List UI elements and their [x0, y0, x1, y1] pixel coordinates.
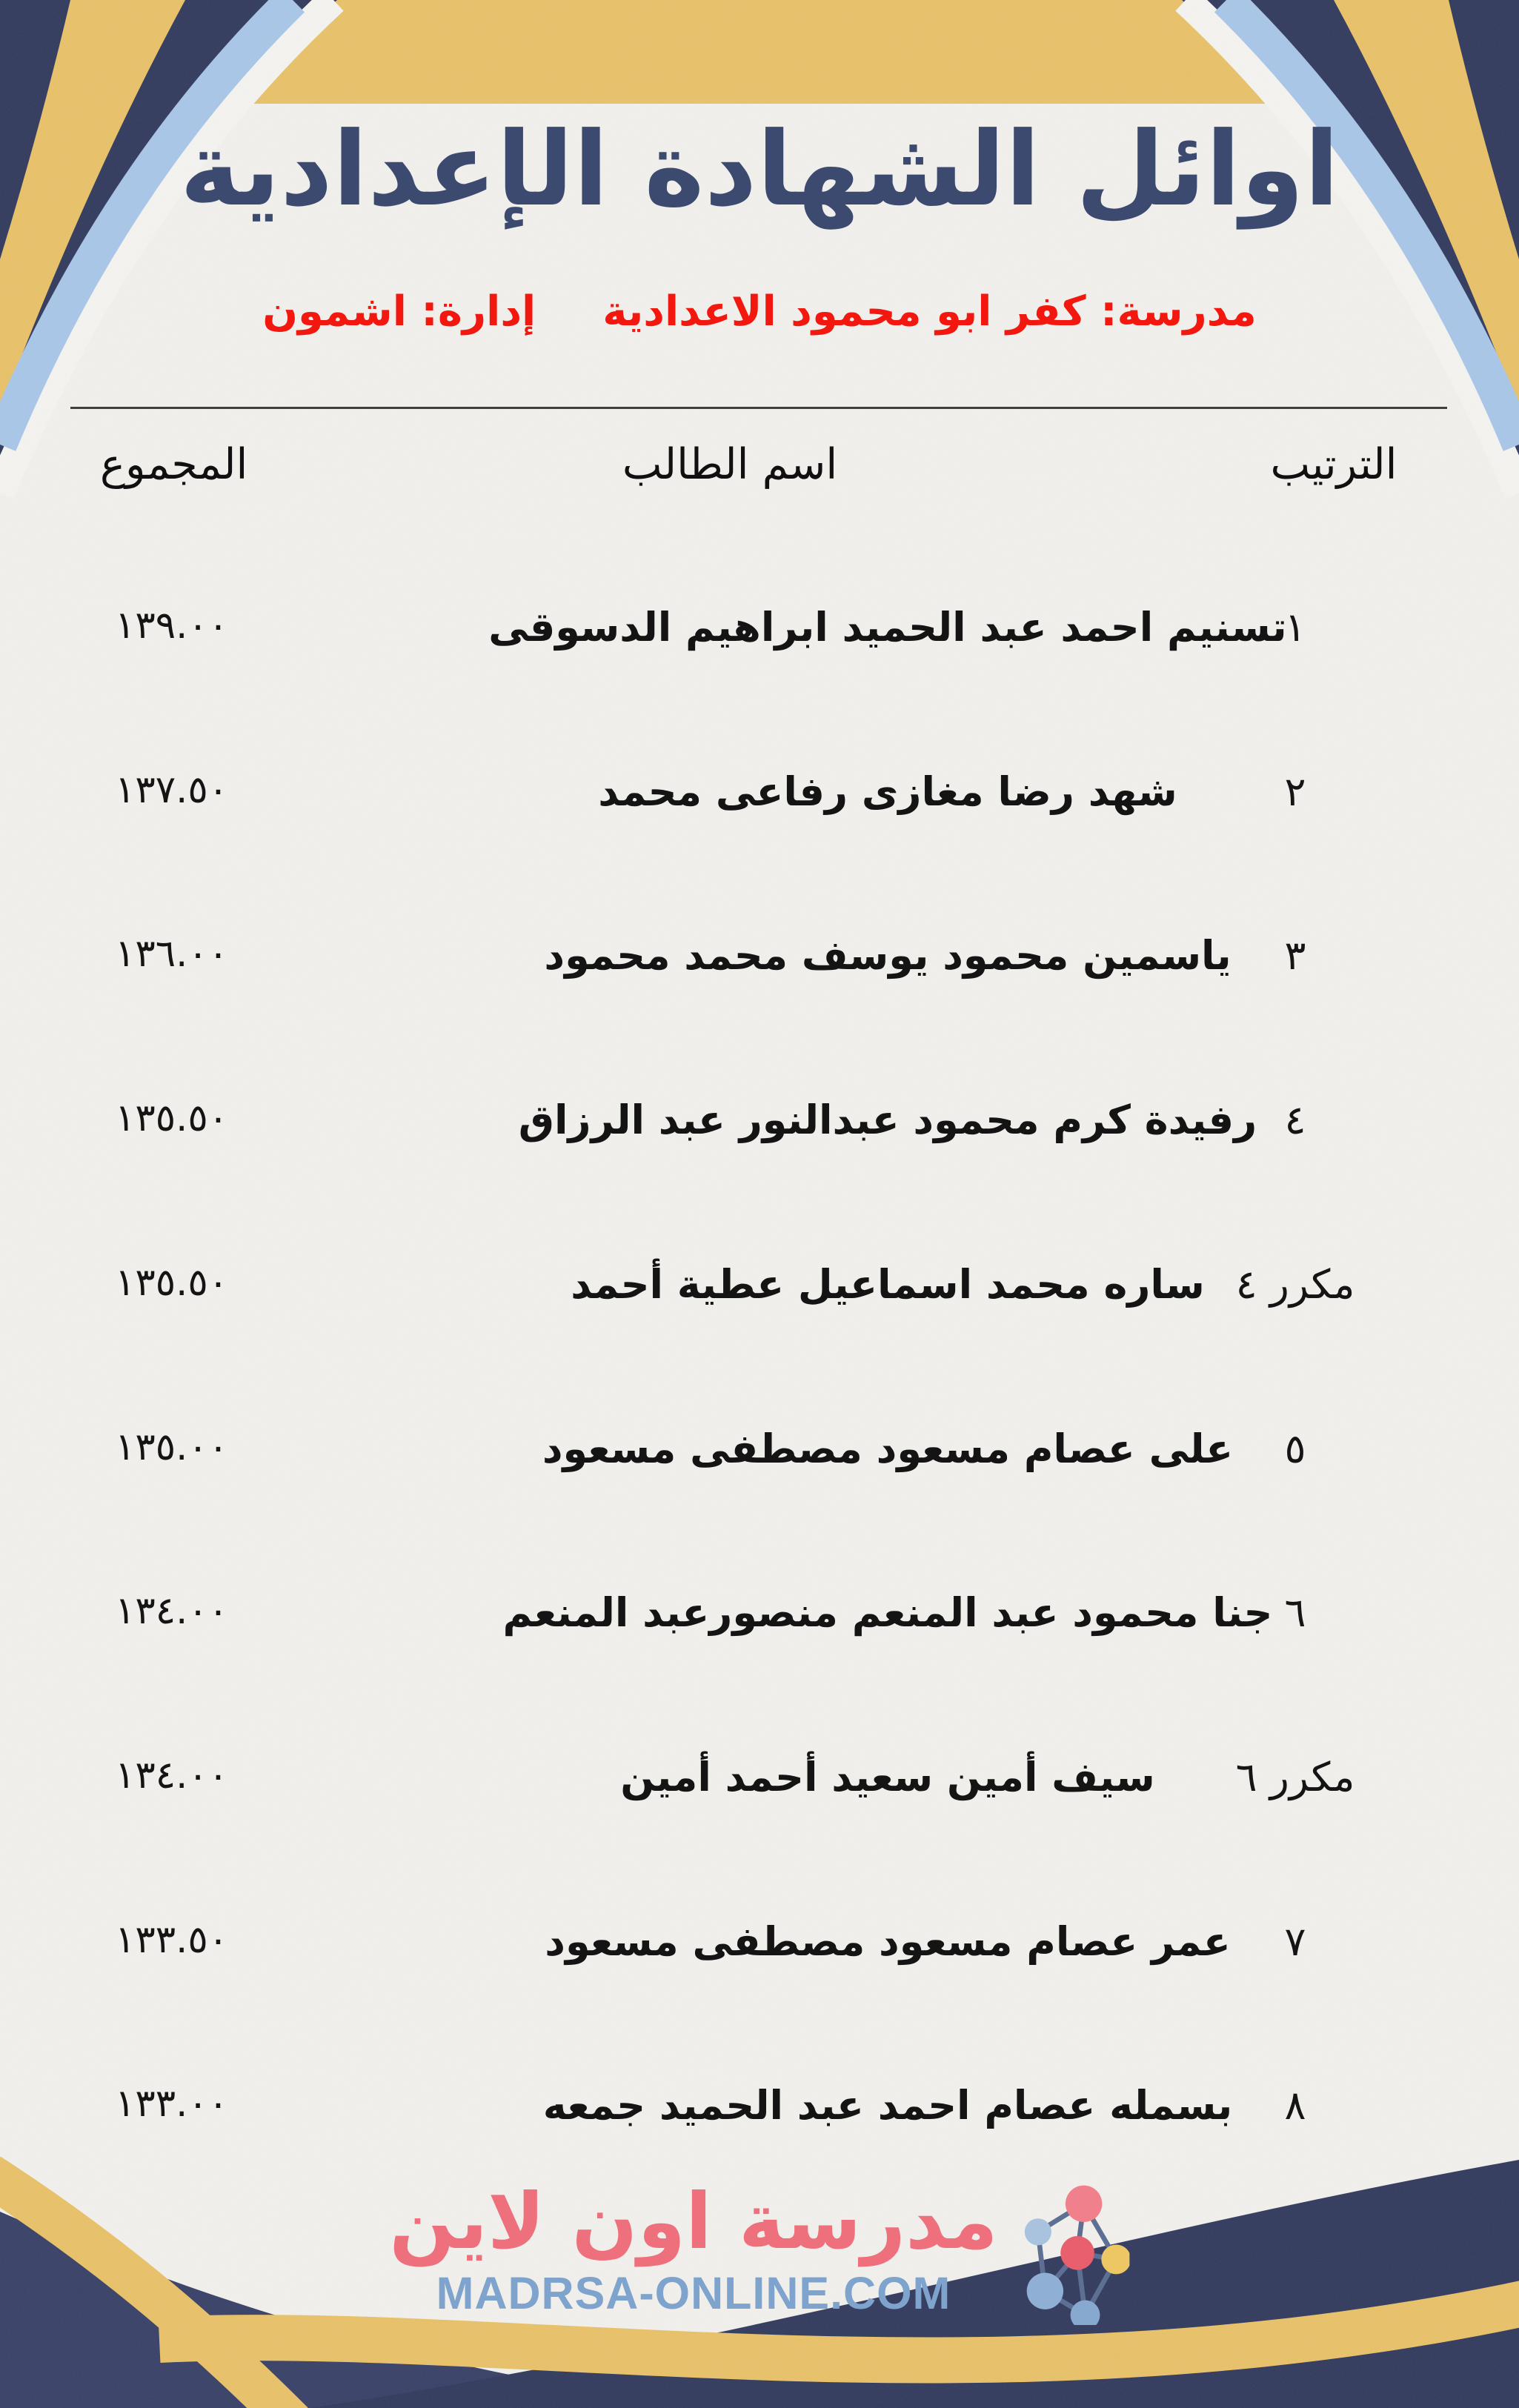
subtitle-line — [0, 287, 1519, 336]
logo-text-block — [389, 2176, 998, 2319]
row-name: ساره محمد اسماعيل عطية أحمد — [571, 1261, 1205, 1308]
row-name: سيف أمين سعيد أحمد أمين — [620, 1754, 1155, 1800]
row-rank: مكرر ٤ — [1235, 1261, 1355, 1308]
row-name: ياسمين محمود يوسف محمد محمود — [544, 932, 1232, 979]
header-name: اسم الطالب — [622, 440, 838, 489]
row-name: شهد رضا مغازى رفاعى محمد — [598, 768, 1177, 815]
table-row — [0, 768, 1519, 837]
row-name: رفيدة كرم محمود عبدالنور عبد الرزاق — [518, 1097, 1257, 1143]
table-header-row — [0, 440, 1519, 502]
row-rank: ٨ — [1284, 2082, 1306, 2129]
row-rank: ٦ — [1284, 1589, 1306, 1636]
row-total: ١٣٦.٠٠ — [115, 932, 229, 976]
row-rank: ٣ — [1284, 932, 1306, 979]
row-total: ١٣٧.٥٠ — [115, 768, 229, 812]
row-rank: ٧ — [1284, 1918, 1306, 1965]
table-row — [0, 1426, 1519, 1494]
table-row — [0, 1589, 1519, 1657]
row-rank: مكرر ٦ — [1235, 1754, 1355, 1800]
row-total: ١٣٥.٥٠ — [115, 1261, 229, 1305]
row-total: ١٣٥.٠٠ — [115, 1426, 229, 1469]
row-name: عمر عصام مسعود مصطفى مسعود — [545, 1918, 1231, 1965]
table-row — [0, 1261, 1519, 1329]
row-rank: ١ — [1284, 604, 1306, 651]
row-rank: ٥ — [1284, 1426, 1306, 1472]
row-name: بسمله عصام احمد عبد الحميد جمعه — [542, 2082, 1233, 2129]
table-row — [0, 1918, 1519, 1986]
row-name: تسنيم احمد عبد الحميد ابراهيم الدسوقى — [488, 604, 1287, 651]
table-row — [0, 1754, 1519, 1822]
divider-line — [70, 407, 1447, 409]
header-total: المجموع — [100, 440, 248, 489]
row-name: على عصام مسعود مصطفى مسعود — [542, 1426, 1234, 1472]
table-row — [0, 932, 1519, 1000]
row-name: جنا محمود عبد المنعم منصورعبد المنعم — [502, 1589, 1273, 1636]
row-rank: ٤ — [1284, 1097, 1306, 1143]
administration-name: إدارة: اشمون — [262, 287, 536, 336]
logo-domain: MADRSA-ONLINE.COM — [436, 2268, 951, 2318]
row-rank: ٢ — [1284, 768, 1306, 815]
page-title: اوائل الشهادة الإعدادية — [179, 110, 1340, 229]
row-total: ١٣٥.٥٠ — [115, 1097, 229, 1140]
row-total: ١٣٩.٠٠ — [115, 604, 229, 648]
row-total: ١٣٣.٥٠ — [115, 1918, 229, 1962]
table-row — [0, 2082, 1519, 2150]
logo-arabic: مدرسة اون لاين — [389, 2176, 998, 2266]
row-total: ١٣٣.٠٠ — [115, 2082, 229, 2126]
row-total: ١٣٤.٠٠ — [115, 1589, 229, 1633]
header-rank: الترتيب — [1270, 440, 1397, 489]
table-row — [0, 604, 1519, 672]
table-row — [0, 1097, 1519, 1165]
molecule-icon — [1017, 2177, 1130, 2325]
footer-logo — [389, 2177, 1129, 2325]
school-name: مدرسة: كفر ابو محمود الاعدادية — [602, 287, 1257, 336]
row-total: ١٣٤.٠٠ — [115, 1754, 229, 1797]
